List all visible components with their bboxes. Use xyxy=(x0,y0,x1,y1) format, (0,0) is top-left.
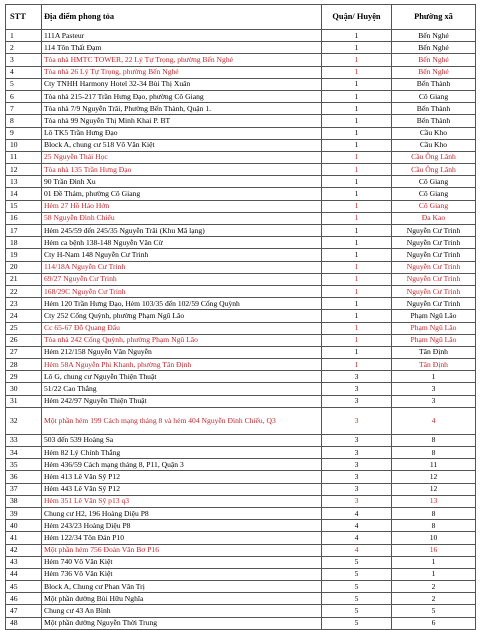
ward-cell: Nguyễn Cư Trinh xyxy=(392,225,476,237)
table-row xyxy=(6,261,476,273)
address-cell: Hẻm 740 Võ Văn Kiệt xyxy=(42,556,322,568)
stt-cell: 28 xyxy=(6,359,42,371)
ward-cell: Đa Kao xyxy=(392,212,476,224)
ward-cell: Tân Định xyxy=(392,346,476,358)
district-cell: 1 xyxy=(322,261,392,273)
ward-cell: Cầu Kho xyxy=(392,139,476,151)
table-row xyxy=(6,434,476,446)
table-row xyxy=(6,483,476,495)
district-cell: 1 xyxy=(322,249,392,261)
district-cell: 1 xyxy=(322,310,392,322)
stt-cell: 17 xyxy=(6,225,42,237)
header-row xyxy=(6,5,476,30)
ward-cell: Cô Giang xyxy=(392,176,476,188)
table-row xyxy=(6,459,476,471)
district-cell: 1 xyxy=(322,212,392,224)
district-cell: 1 xyxy=(322,127,392,139)
district-cell: 1 xyxy=(322,151,392,163)
table-row xyxy=(6,383,476,395)
district-cell: 1 xyxy=(322,176,392,188)
ward-cell: 12 xyxy=(392,483,476,495)
address-cell: Một phần hẻm 199 Cách mạng tháng 8 và hẻm 404 Nguyễn Đình Chiểu, Q3 xyxy=(42,407,322,434)
table-row xyxy=(6,188,476,200)
address-cell: Hẻm 242/97 Nguyễn Thiện Thuật xyxy=(42,395,322,407)
address-cell: Cty 252 Cống Quỳnh, phường Phạm Ngũ Lão xyxy=(42,310,322,322)
ward-cell: Cô Giang xyxy=(392,200,476,212)
stt-cell: 2 xyxy=(6,42,42,54)
address-cell: Một phần đường Nguyễn Thời Trung xyxy=(42,617,322,629)
stt-cell: 18 xyxy=(6,237,42,249)
ward-cell: Nguyễn Cư Trinh xyxy=(392,249,476,261)
stt-cell: 8 xyxy=(6,115,42,127)
ward-cell: 1 xyxy=(392,568,476,580)
stt-cell: 3 xyxy=(6,54,42,66)
district-cell: 1 xyxy=(322,139,392,151)
stt-cell: 10 xyxy=(6,139,42,151)
district-cell: 1 xyxy=(322,334,392,346)
table-row xyxy=(6,371,476,383)
address-cell: 114/18A Nguyễn Cư Trinh xyxy=(42,261,322,273)
address-cell: 69/27 Nguyễn Cư Trinh xyxy=(42,273,322,285)
table-row xyxy=(6,556,476,568)
address-cell: Một phần hẻm 756 Đoàn Văn Bơ P16 xyxy=(42,544,322,556)
address-cell: Hẻm 443 Lê Văn Sỹ P12 xyxy=(42,483,322,495)
table-row xyxy=(6,310,476,322)
stt-cell: 6 xyxy=(6,90,42,102)
table-row xyxy=(6,359,476,371)
table-row xyxy=(6,139,476,151)
address-cell: 58 Nguyễn Đình Chiểu xyxy=(42,212,322,224)
stt-cell: 42 xyxy=(6,544,42,556)
address-cell: 90 Trần Đình Xu xyxy=(42,176,322,188)
table-row xyxy=(6,176,476,188)
ward-cell: Phạm Ngũ Lão xyxy=(392,334,476,346)
stt-cell: 15 xyxy=(6,200,42,212)
stt-cell: 26 xyxy=(6,334,42,346)
district-cell: 3 xyxy=(322,395,392,407)
stt-cell: 13 xyxy=(6,176,42,188)
stt-cell: 35 xyxy=(6,459,42,471)
table-row xyxy=(6,507,476,519)
table-row xyxy=(6,66,476,78)
table-row xyxy=(6,581,476,593)
district-cell: 1 xyxy=(322,322,392,334)
address-cell: 01 Đề Thám, phường Cô Giang xyxy=(42,188,322,200)
address-cell: Tòa nhà HMTC TOWER, 22 Lý Tự Trọng, phường Bến Nghé xyxy=(42,54,322,66)
table-row xyxy=(6,495,476,507)
ward-cell: Bến Nghé xyxy=(392,54,476,66)
table-row xyxy=(6,273,476,285)
lockdown-table xyxy=(5,4,476,630)
district-cell: 5 xyxy=(322,605,392,617)
district-cell: 3 xyxy=(322,434,392,446)
district-cell: 4 xyxy=(322,520,392,532)
address-cell: Hẻm 58A Nguyễn Phi Khanh, phường Tân Định xyxy=(42,359,322,371)
ward-cell: 2 xyxy=(392,581,476,593)
table-row xyxy=(6,617,476,629)
address-cell: Tòa nhà 215-217 Trần Hưng Đạo, phường Cô Giang xyxy=(42,90,322,102)
header-district: Quận/ Huyện xyxy=(322,5,392,30)
header-address: Địa điểm phong tỏa xyxy=(42,5,322,30)
address-cell: Chung cư H2, 196 Hoàng Diệu P8 xyxy=(42,507,322,519)
district-cell: 1 xyxy=(322,78,392,90)
ward-cell: Bến Thành xyxy=(392,115,476,127)
ward-cell: 1 xyxy=(392,556,476,568)
district-cell: 1 xyxy=(322,164,392,176)
stt-cell: 16 xyxy=(6,212,42,224)
table-row xyxy=(6,42,476,54)
table-row xyxy=(6,334,476,346)
table-row xyxy=(6,532,476,544)
ward-cell: Phạm Ngũ Lão xyxy=(392,310,476,322)
stt-cell: 1 xyxy=(6,30,42,42)
stt-cell: 22 xyxy=(6,285,42,297)
ward-cell: Nguyễn Cư Trinh xyxy=(392,261,476,273)
stt-cell: 39 xyxy=(6,507,42,519)
stt-cell: 29 xyxy=(6,371,42,383)
address-cell: Hẻm 245/59 đến 245/35 Nguyễn Trãi (Khu Mã lạng) xyxy=(42,225,322,237)
table-body xyxy=(6,30,476,630)
table-row xyxy=(6,322,476,334)
ward-cell: 3 xyxy=(392,395,476,407)
ward-cell: 16 xyxy=(392,544,476,556)
district-cell: 4 xyxy=(322,544,392,556)
ward-cell: Bến Thành xyxy=(392,78,476,90)
ward-cell: 12 xyxy=(392,471,476,483)
stt-cell: 41 xyxy=(6,532,42,544)
district-cell: 3 xyxy=(322,371,392,383)
table-row xyxy=(6,298,476,310)
stt-cell: 38 xyxy=(6,495,42,507)
stt-cell: 19 xyxy=(6,249,42,261)
stt-cell: 37 xyxy=(6,483,42,495)
address-cell: Hẻm 122/34 Tôn Đản P10 xyxy=(42,532,322,544)
table-row xyxy=(6,115,476,127)
district-cell: 5 xyxy=(322,593,392,605)
district-cell: 1 xyxy=(322,273,392,285)
ward-cell: Tân Định xyxy=(392,359,476,371)
address-cell: Một phần đường Bùi Hữu Nghĩa xyxy=(42,593,322,605)
address-cell: Chung cư 43 An Bình xyxy=(42,605,322,617)
address-cell: 503 đến 539 Hoàng Sa xyxy=(42,434,322,446)
ward-cell: Bến Nghé xyxy=(392,66,476,78)
ward-cell: 4 xyxy=(392,407,476,434)
ward-cell: Nguyễn Cư Trinh xyxy=(392,298,476,310)
stt-cell: 43 xyxy=(6,556,42,568)
stt-cell: 47 xyxy=(6,605,42,617)
ward-cell: Cầu Ông Lãnh xyxy=(392,151,476,163)
address-cell: 168/29C Nguyễn Cư Trinh xyxy=(42,285,322,297)
district-cell: 1 xyxy=(322,30,392,42)
stt-cell: 23 xyxy=(6,298,42,310)
stt-cell: 7 xyxy=(6,103,42,115)
ward-cell: 10 xyxy=(392,532,476,544)
table-row xyxy=(6,395,476,407)
district-cell: 1 xyxy=(322,225,392,237)
address-cell: Hẻm 120 Trần Hưng Đạo, Hẻm 103/35 đến 102/59 Cống Quỳnh xyxy=(42,298,322,310)
ward-cell: Bến Thành xyxy=(392,103,476,115)
district-cell: 1 xyxy=(322,90,392,102)
table-row xyxy=(6,544,476,556)
address-cell: 114 Tôn Thất Đạm xyxy=(42,42,322,54)
district-cell: 1 xyxy=(322,54,392,66)
stt-cell: 32 xyxy=(6,407,42,434)
stt-cell: 12 xyxy=(6,164,42,176)
table-row xyxy=(6,151,476,163)
ward-cell: 2 xyxy=(392,593,476,605)
stt-cell: 14 xyxy=(6,188,42,200)
district-cell: 1 xyxy=(322,285,392,297)
district-cell: 3 xyxy=(322,447,392,459)
stt-cell: 5 xyxy=(6,78,42,90)
header-stt: STT xyxy=(6,5,42,30)
table-row xyxy=(6,346,476,358)
district-cell: 3 xyxy=(322,383,392,395)
address-cell: Hẻm 351 Lê Văn Sỹ p13 q3 xyxy=(42,495,322,507)
district-cell: 1 xyxy=(322,237,392,249)
stt-cell: 34 xyxy=(6,447,42,459)
table-row xyxy=(6,285,476,297)
table-row xyxy=(6,212,476,224)
ward-cell: Bến Nghé xyxy=(392,30,476,42)
district-cell: 3 xyxy=(322,483,392,495)
table-row xyxy=(6,447,476,459)
district-cell: 1 xyxy=(322,42,392,54)
ward-cell: 8 xyxy=(392,447,476,459)
address-cell: Block A, chung cư 518 Võ Văn Kiệt xyxy=(42,139,322,151)
address-cell: Lô G, chung cư Nguyễn Thiện Thuật xyxy=(42,371,322,383)
stt-cell: 21 xyxy=(6,273,42,285)
address-cell: Hẻm 736 Võ Văn Kiệt xyxy=(42,568,322,580)
district-cell: 1 xyxy=(322,200,392,212)
stt-cell: 44 xyxy=(6,568,42,580)
ward-cell: 8 xyxy=(392,434,476,446)
ward-cell: Nguyễn Cư Trinh xyxy=(392,237,476,249)
district-cell: 1 xyxy=(322,188,392,200)
address-cell: Tòa nhà 7/9 Nguyễn Trãi, Phường Bến Thành, Quận 1. xyxy=(42,103,322,115)
table-row xyxy=(6,90,476,102)
lockdown-list xyxy=(5,4,475,630)
stt-cell: 20 xyxy=(6,261,42,273)
table-row xyxy=(6,471,476,483)
district-cell: 5 xyxy=(322,556,392,568)
table-row xyxy=(6,225,476,237)
ward-cell: Bến Nghé xyxy=(392,42,476,54)
table-row xyxy=(6,164,476,176)
ward-cell: Nguyễn Cư Trinh xyxy=(392,285,476,297)
table-row xyxy=(6,520,476,532)
stt-cell: 46 xyxy=(6,593,42,605)
address-cell: Hẻm ca bệnh 138-148 Nguyễn Văn Cừ xyxy=(42,237,322,249)
table-row xyxy=(6,127,476,139)
district-cell: 1 xyxy=(322,359,392,371)
ward-cell: Cầu Kho xyxy=(392,127,476,139)
ward-cell: Cầu Ông Lãnh xyxy=(392,164,476,176)
address-cell: Cc 65-67 Đỗ Quang Đẩu xyxy=(42,322,322,334)
ward-cell: Phạm Ngũ Lão xyxy=(392,322,476,334)
stt-cell: 48 xyxy=(6,617,42,629)
address-cell: 25 Nguyễn Thái Học xyxy=(42,151,322,163)
address-cell: Cty TNHH Harmony Hotel 32-34 Bùi Thị Xuân xyxy=(42,78,322,90)
district-cell: 1 xyxy=(322,346,392,358)
ward-cell: 8 xyxy=(392,520,476,532)
ward-cell: 3 xyxy=(392,383,476,395)
district-cell: 5 xyxy=(322,617,392,629)
table-row xyxy=(6,78,476,90)
stt-cell: 9 xyxy=(6,127,42,139)
address-cell: Hẻm 27 Hồ Hảo Hớn xyxy=(42,200,322,212)
address-cell: Tòa nhà 242 Cống Quỳnh, phường Phạm Ngũ Lão xyxy=(42,334,322,346)
address-cell: Hẻm 82 Lý Chính Thắng xyxy=(42,447,322,459)
address-cell: Hẻm 243/23 Hoàng Diệu P8 xyxy=(42,520,322,532)
address-cell: Tòa nhà 99 Nguyễn Thị Minh Khai P. BT xyxy=(42,115,322,127)
table-row xyxy=(6,593,476,605)
table-row xyxy=(6,407,476,434)
district-cell: 5 xyxy=(322,581,392,593)
ward-cell: 1 xyxy=(392,371,476,383)
table-row xyxy=(6,249,476,261)
table-row xyxy=(6,568,476,580)
district-cell: 5 xyxy=(322,568,392,580)
stt-cell: 27 xyxy=(6,346,42,358)
header-ward: Phường xã xyxy=(392,5,476,30)
table-row xyxy=(6,30,476,42)
ward-cell: 5 xyxy=(392,605,476,617)
address-cell: Tòa nhà 26 Lý Tự Trọng, phường Bến Nghé xyxy=(42,66,322,78)
ward-cell: 13 xyxy=(392,495,476,507)
address-cell: Lô TK5 Trần Hưng Đạo xyxy=(42,127,322,139)
address-cell: Hẻm 212/158 Nguyễn Văn Nguyễn xyxy=(42,346,322,358)
table-header xyxy=(6,5,476,30)
address-cell: Cty H-Nam 148 Nguyễn Cư Trinh xyxy=(42,249,322,261)
stt-cell: 24 xyxy=(6,310,42,322)
district-cell: 1 xyxy=(322,66,392,78)
address-cell: Block A, Chung cư Phan Văn Trị xyxy=(42,581,322,593)
district-cell: 3 xyxy=(322,459,392,471)
district-cell: 3 xyxy=(322,407,392,434)
stt-cell: 40 xyxy=(6,520,42,532)
district-cell: 4 xyxy=(322,532,392,544)
district-cell: 1 xyxy=(322,115,392,127)
address-cell: 111A Pasteur xyxy=(42,30,322,42)
stt-cell: 31 xyxy=(6,395,42,407)
table-row xyxy=(6,200,476,212)
address-cell: Hẻm 413 Lê Văn Sỹ P12 xyxy=(42,471,322,483)
address-cell: Hẻm 436/59 Cách mạng tháng 8, P11, Quận 3 xyxy=(42,459,322,471)
ward-cell: 8 xyxy=(392,507,476,519)
stt-cell: 11 xyxy=(6,151,42,163)
district-cell: 4 xyxy=(322,507,392,519)
address-cell: 51/22 Cao Thắng xyxy=(42,383,322,395)
stt-cell: 45 xyxy=(6,581,42,593)
district-cell: 3 xyxy=(322,495,392,507)
ward-cell: Nguyễn Cư Trinh xyxy=(392,273,476,285)
table-row xyxy=(6,103,476,115)
district-cell: 3 xyxy=(322,471,392,483)
address-cell: Tòa nhà 135 Trần Hưng Đạo xyxy=(42,164,322,176)
district-cell: 1 xyxy=(322,298,392,310)
ward-cell: Cô Giang xyxy=(392,90,476,102)
stt-cell: 33 xyxy=(6,434,42,446)
table-row xyxy=(6,54,476,66)
ward-cell: 6 xyxy=(392,617,476,629)
ward-cell: 11 xyxy=(392,459,476,471)
ward-cell: Cô Giang xyxy=(392,188,476,200)
stt-cell: 4 xyxy=(6,66,42,78)
district-cell: 1 xyxy=(322,103,392,115)
stt-cell: 30 xyxy=(6,383,42,395)
table-row xyxy=(6,237,476,249)
stt-cell: 25 xyxy=(6,322,42,334)
stt-cell: 36 xyxy=(6,471,42,483)
table-row xyxy=(6,605,476,617)
